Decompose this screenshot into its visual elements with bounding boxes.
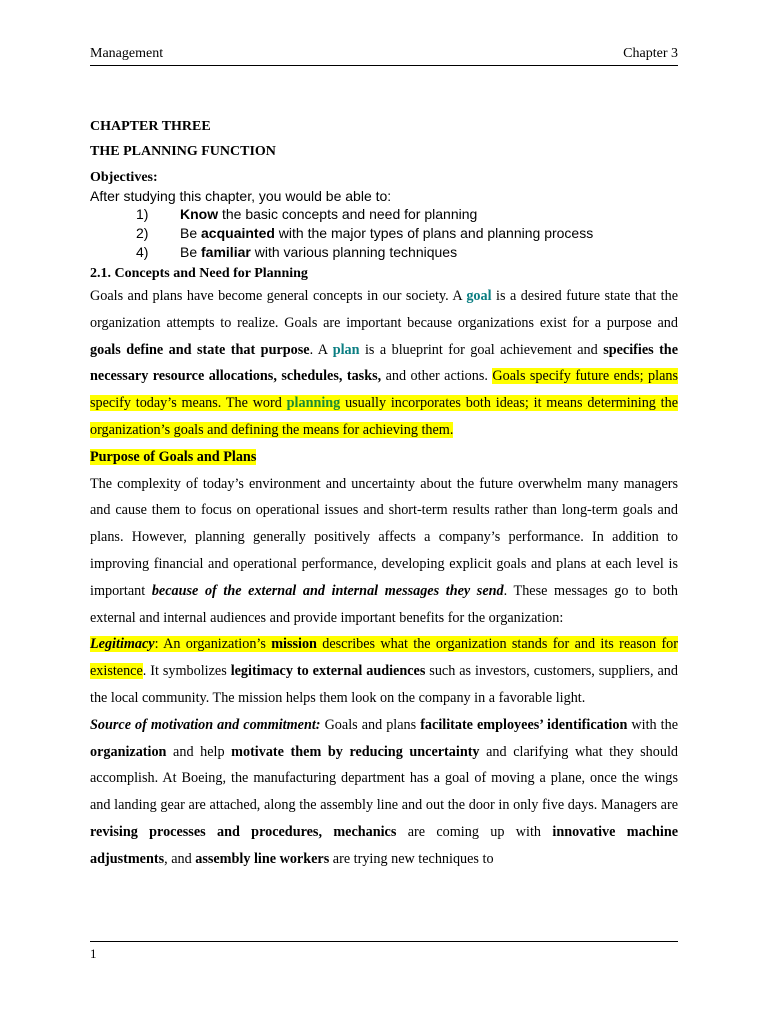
objective-text: with various planning techniques xyxy=(250,244,458,260)
motivation-label: Source of motivation and commitment: xyxy=(90,716,321,733)
text-run: are trying new techniques to xyxy=(329,850,494,867)
highlighted-text: describes what the organization stands for and its reason for existence xyxy=(90,636,678,680)
keyword-plan: plan xyxy=(332,341,360,358)
text-run: and other actions. xyxy=(381,368,493,385)
objective-item xyxy=(90,205,678,224)
keyword-planning: planning xyxy=(286,395,341,412)
objective-number: 2) xyxy=(136,225,149,241)
text-run: with the xyxy=(627,716,678,733)
objective-item xyxy=(90,243,678,262)
objectives-intro: After studying this chapter, you would be able to: xyxy=(90,188,392,204)
text-run: and help xyxy=(166,743,232,760)
bold-phrase: goals define and state that purpose xyxy=(90,341,310,358)
bold-phrase: organization xyxy=(90,743,167,760)
highlighted-text: : An organization’s xyxy=(154,636,272,653)
text-run: is a desired future state that the organization attempts to realize. Goals are important because organizations exist for a purpose and xyxy=(90,288,678,331)
objective-keyword: Know xyxy=(180,206,219,222)
highlighted-text: Goals specify future ends; plans specify today’s means. The word xyxy=(90,368,679,412)
bold-phrase: assembly line workers xyxy=(195,850,330,867)
section-heading: 2.1. Concepts and Need for Planning xyxy=(90,266,308,281)
objectives-heading: Objectives: xyxy=(90,170,158,185)
objective-number: 1) xyxy=(136,206,149,222)
paragraph-motivation xyxy=(90,712,678,873)
keyword-mission: mission xyxy=(271,636,317,653)
objective-text: Be xyxy=(180,244,202,260)
objective-keyword: acquainted xyxy=(201,225,275,241)
footer-divider xyxy=(90,941,678,942)
text-run: . These messages go to both external and internal audiences and provide important benefits for the organization: xyxy=(90,582,678,626)
text-run: . A xyxy=(309,341,333,358)
objective-text: Be xyxy=(180,225,202,241)
page-number: 1 xyxy=(90,946,97,961)
text-run: Goals and plans xyxy=(320,716,421,733)
bold-phrase: innovative machine adjustments xyxy=(90,823,679,867)
function-title: THE PLANNING FUNCTION xyxy=(90,144,276,159)
document-body xyxy=(90,118,678,873)
purpose-heading: Purpose of Goals and Plans xyxy=(90,448,257,465)
text-run: is a blueprint for goal achievement and xyxy=(359,341,604,358)
header-right-text: Chapter 3 xyxy=(623,46,678,61)
objectives-list xyxy=(90,205,678,262)
bold-phrase: revising processes and procedures, mechanics xyxy=(90,823,397,840)
objective-keyword: familiar xyxy=(201,244,251,260)
text-run: such as investors, customers, suppliers, and the local community. The mission helps them look on the company in a favorable light. xyxy=(90,663,678,706)
bold-phrase: specifies the necessary resource allocations, schedules, tasks, xyxy=(90,341,678,385)
bold-phrase: legitimacy to external audiences xyxy=(230,663,426,680)
objective-text: with the major types of plans and planning process xyxy=(274,225,594,241)
chapter-title: CHAPTER THREE xyxy=(90,119,211,134)
text-run: are coming up with xyxy=(396,823,553,840)
purpose-heading-line xyxy=(90,444,678,471)
objective-item xyxy=(90,224,678,243)
legitimacy-label: Legitimacy xyxy=(90,636,155,653)
highlighted-text: usually incorporates both ideas; it means determining the organization’s goals and defining the means for achieving them. xyxy=(90,395,679,438)
paragraph-legitimacy xyxy=(90,631,678,711)
objective-text: the basic concepts and need for planning xyxy=(218,206,478,222)
bold-phrase: facilitate employees’ identification xyxy=(420,716,628,733)
objective-number: 4) xyxy=(136,244,149,260)
text-run: Goals and plans have become general concepts in our society. A xyxy=(90,288,467,304)
text-run: , and xyxy=(164,850,196,867)
text-run: and clarifying what they should accomplish. At Boeing, the manufacturing department has a goal of moving a plane, once the wings and landing gear are attached, along the assembly line and out the door in only five days. Managers are xyxy=(90,743,678,814)
bold-phrase: motivate them by reducing uncertainty xyxy=(231,743,480,760)
paragraph-complexity xyxy=(90,471,678,632)
paragraph-goals-and-plans xyxy=(90,283,678,444)
page-header xyxy=(90,44,678,66)
text-run: The complexity of today’s environment and uncertainty about the future overwhelm many managers and cause them to focus on operational issues and short-term results rather than long-term goals and plans. However, planning generally positively affects a company’s performance. In addition to improving financial and operational performance, developing explicit goals and plans at each level is important xyxy=(90,475,678,599)
bold-italic-phrase: because of the external and internal messages they send xyxy=(151,582,504,599)
keyword-goal: goal xyxy=(466,288,492,304)
text-run: . It symbolizes xyxy=(142,663,231,680)
header-left-text: Management xyxy=(90,46,164,61)
